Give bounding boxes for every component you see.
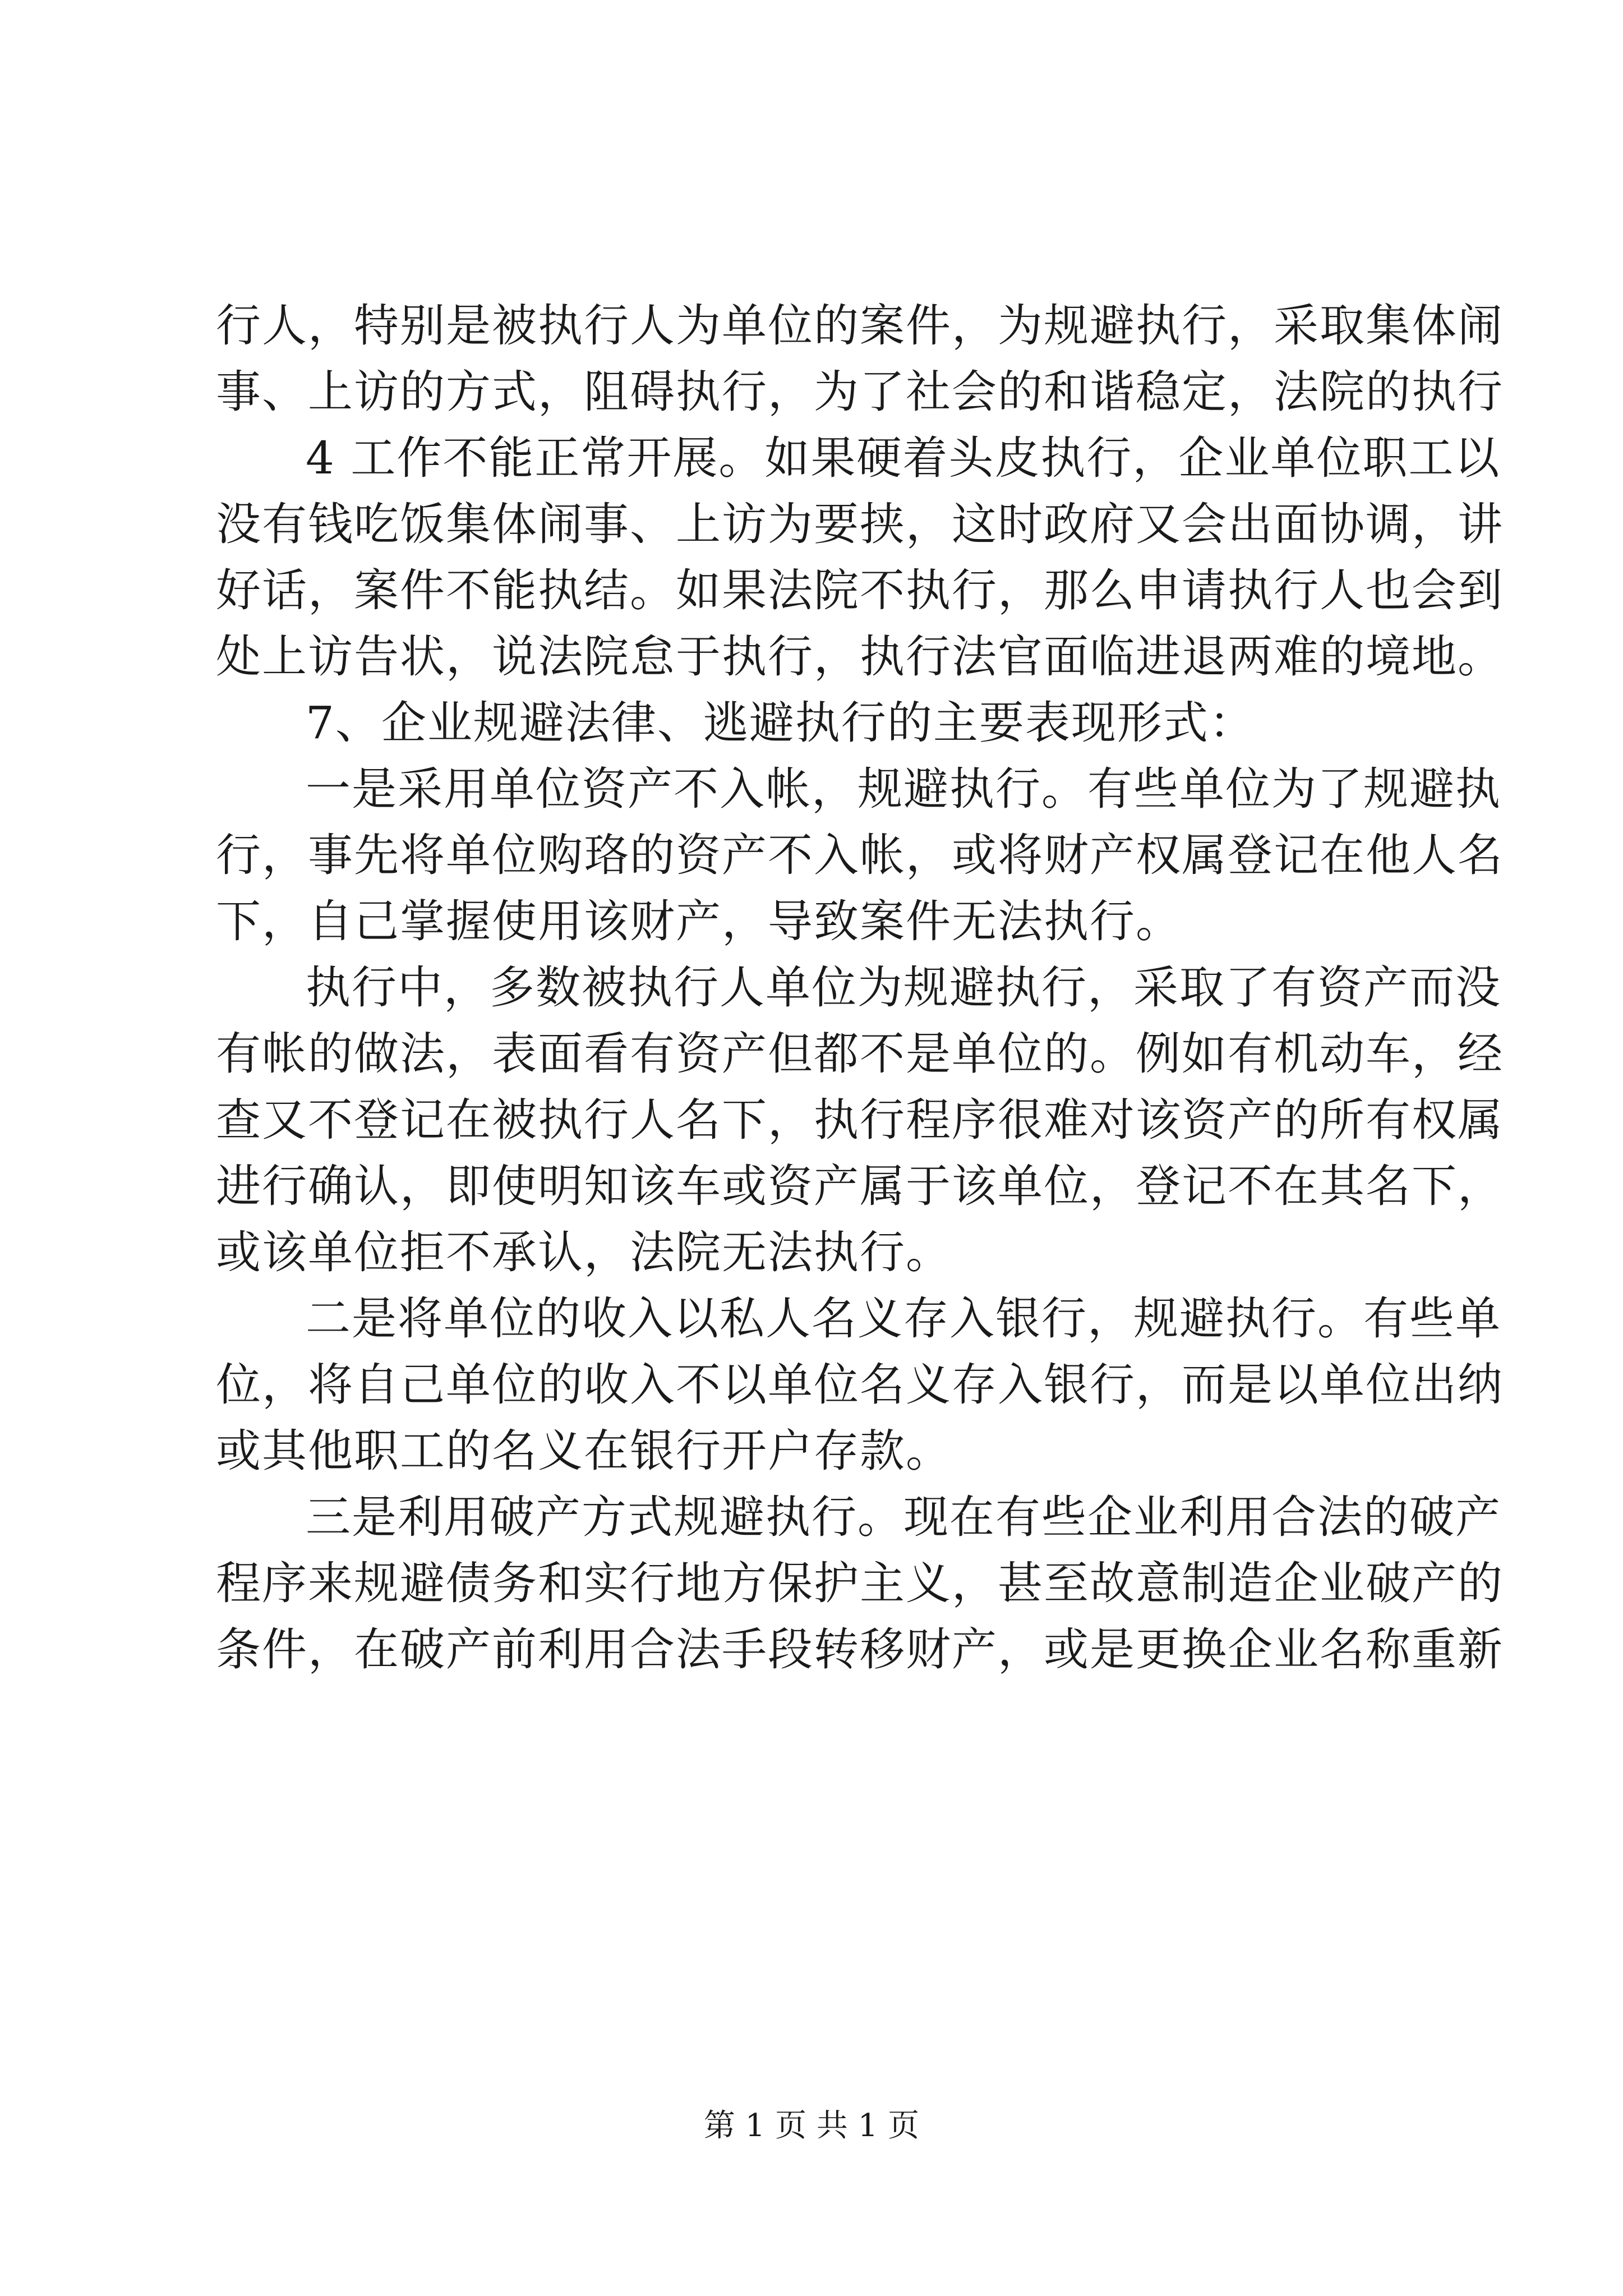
text-line: 或其他职工的名义在银行开户存款。 bbox=[216, 1425, 952, 1477]
text-line: 位，将自己单位的收入不以单位名义存入银行，而是以单位出纳 bbox=[216, 1359, 1504, 1411]
text-line: 7、企业规避法律、逃避执行的主要表现形式： bbox=[306, 697, 1255, 749]
text-line: 好话，案件不能执结。如果法院不执行，那么申请执行人也会到 bbox=[216, 564, 1504, 616]
text-line: 三是利用破产方式规避执行。现在有些企业利用合法的破产 bbox=[306, 1491, 1501, 1543]
text-line: 有帐的做法，表面看有资产但都不是单位的。例如有机动车，经 bbox=[216, 1028, 1504, 1080]
text-line: 或该单位拒不承认，法院无法执行。 bbox=[216, 1226, 952, 1278]
text-line: 二是将单位的收入以私人名义存入银行，规避执行。有些单 bbox=[306, 1292, 1501, 1345]
text-line: 处上访告状，说法院怠于执行，执行法官面临进退两难的境地。 bbox=[216, 631, 1504, 683]
text-line: 进行确认，即使明知该车或资产属于该单位，登记不在其名下， bbox=[216, 1160, 1504, 1212]
text-line: 执行中，多数被执行人单位为规避执行，采取了有资产而没 bbox=[306, 961, 1501, 1014]
text-line: 条件，在破产前利用合法手段转移财产，或是更换企业名称重新 bbox=[216, 1623, 1504, 1676]
text-line: 没有钱吃饭集体闹事、上访为要挟，这时政府又会出面协调，讲 bbox=[216, 498, 1504, 550]
text-line: 行人，特别是被执行人为单位的案件，为规避执行，采取集体闹 bbox=[216, 300, 1504, 352]
body-text bbox=[216, 293, 1504, 1683]
text-line: 4 工作不能正常开展。如果硬着头皮执行，企业单位职工以 bbox=[306, 432, 1501, 484]
page-footer: 第 1 页 共 1 页 bbox=[703, 2108, 920, 2144]
text-line: 事、上访的方式，阻碍执行，为了社会的和谐稳定，法院的执行 bbox=[216, 366, 1504, 418]
text-line: 一是采用单位资产不入帐，规避执行。有些单位为了规避执 bbox=[306, 763, 1501, 815]
text-line: 下，自己掌握使用该财产，导致案件无法执行。 bbox=[216, 895, 1182, 947]
text-line: 程序来规避债务和实行地方保护主义，甚至故意制造企业破产的 bbox=[216, 1557, 1504, 1609]
text-line: 行，事先将单位购珞的资产不入帐，或将财产权属登记在他人名 bbox=[216, 829, 1504, 881]
text-line: 查又不登记在被执行人名下，执行程序很难对该资产的所有权属 bbox=[216, 1094, 1504, 1146]
